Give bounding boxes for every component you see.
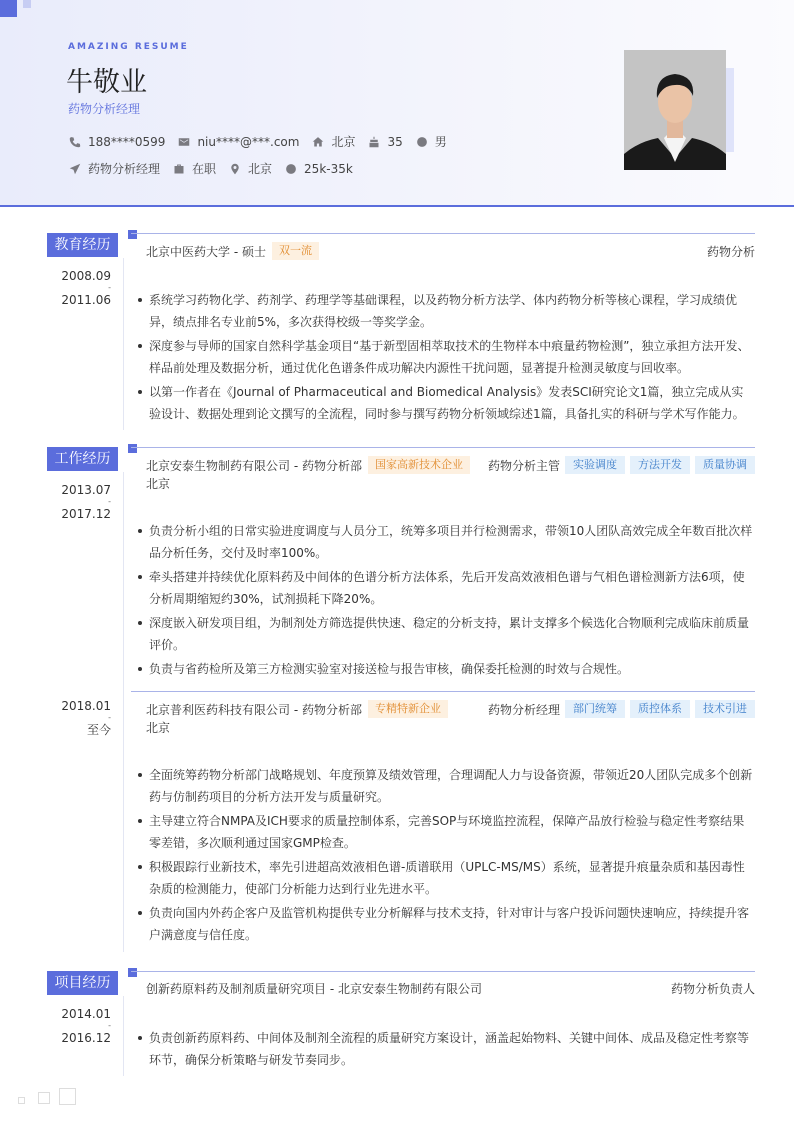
briefcase-icon: [172, 162, 186, 176]
education-entry-header: [146, 242, 755, 260]
section-line: [131, 233, 755, 234]
section-line: [131, 447, 755, 448]
project-end-date: 2016.12: [61, 1031, 111, 1045]
work2-bullets: [137, 764, 755, 948]
school-name: 北京中医药大学 - 硕士: [146, 244, 266, 259]
location-pin-icon: [228, 162, 242, 176]
list-item: 深度参与导师的国家自然科学基金项目“基于新型固相萃取技术的生物样本中痕量药物检测”，独立承担方法开发、样品前处理及数据分析，通过优化色谱条件成功解决内源性干扰问题，显著提升检测灵敏度与回收率。: [137, 335, 755, 379]
age-item: [367, 135, 402, 149]
list-item: 负责分析小组的日常实验进度调度与人员分工，统筹多项目并行检测需求，带领10人团队高效完成全年数百批次样品分析任务，交付及时率100%。: [137, 520, 755, 564]
decor-square: [18, 1097, 25, 1104]
work-dates-1: 2013.07 - 2017.12: [47, 478, 111, 526]
work2-start-date: 2018.01: [61, 699, 111, 713]
job-title: 药物分析经理: [487, 702, 560, 717]
section-marker: [128, 968, 137, 977]
send-icon: [68, 162, 82, 176]
header-divider: [0, 205, 794, 207]
work1-start-date: 2013.07: [61, 483, 111, 497]
profile-photo: [624, 50, 726, 170]
projects-section-title: 项目经历: [47, 971, 118, 995]
profile-portrait-icon: [624, 50, 726, 170]
decor-square: [0, 0, 17, 17]
list-item: 主导建立符合NMPA及ICH要求的质量控制体系，完善SOP与环境监控流程，保障产品放行检验与稳定性考察结果零差错，多次顺利通过国家GMP检查。: [137, 810, 755, 854]
work-section-title: 工作经历: [47, 447, 118, 471]
candidate-role: 药物分析经理: [68, 102, 141, 116]
phone-text: 188****0599: [88, 134, 166, 149]
project-entry-header: [146, 980, 755, 997]
project-bullets: [137, 1027, 755, 1073]
skill-tag: 质控体系: [630, 700, 690, 718]
project-name: 创新药原料药及制剂质量研究项目 - 北京安泰生物制药有限公司: [146, 982, 482, 996]
decor-square: [38, 1092, 50, 1104]
project-role: 药物分析负责人: [670, 982, 755, 996]
intent-role-item: [68, 160, 160, 177]
decor-square: [59, 1088, 76, 1105]
list-item: 负责创新药原料药、中间体及制剂全流程的质量研究方案设计，涵盖起始物料、关键中间体、成品及稳定性考察等环节，确保分析策略与研发节奏同步。: [137, 1027, 755, 1071]
skill-tag: 实验调度: [565, 456, 625, 474]
work1-entry-header: [146, 456, 755, 474]
project-start-date: 2014.01: [61, 1007, 111, 1021]
work2-end-date: 至今: [86, 723, 111, 737]
job-intent-row: [68, 160, 365, 177]
email-item: [177, 135, 299, 149]
project-dates: 2014.01 - 2016.12: [47, 1002, 111, 1050]
company-badge: 专精特新企业: [368, 700, 448, 718]
education-dates: 2008.09 - 2011.06: [47, 264, 111, 312]
section-marker: [128, 230, 137, 239]
list-item: 牵头搭建并持续优化原料药及中间体的色谱分析方法体系，先后开发高效液相色谱与气相色谱检测新方法6项，使分析周期缩短约30%，试剂损耗下降20%。: [137, 566, 755, 610]
section-line: [131, 971, 755, 972]
list-item: 积极跟踪行业新技术，率先引进超高效液相色谱-质谱联用（UPLC-MS/MS）系统，显著提升痕量杂质和基因毒性杂质的检测能力，使部门分析能力达到行业先进水平。: [137, 856, 755, 900]
candidate-name: 牛敬业: [66, 67, 147, 98]
mail-icon: [177, 135, 191, 149]
city-text: 北京: [331, 135, 356, 149]
company-name: 北京安泰生物制药有限公司 - 药物分析部: [146, 458, 362, 473]
list-item: 全面统筹药物分析部门战略规划、年度预算及绩效管理，合理调配人力与设备资源，带领近20人团队完成多个创新药与仿制药项目的分析方法开发与质量研究。: [137, 764, 755, 808]
gender-item: [415, 133, 447, 150]
school-badge: 双一流: [272, 242, 319, 260]
work1-end-date: 2017.12: [61, 507, 111, 521]
work2-location: 北京: [146, 721, 171, 735]
tagline: AMAZING RESUME: [68, 42, 189, 52]
work-dates-2: 2018.01 - 至今: [47, 694, 111, 742]
phone-item: [68, 135, 165, 149]
company-name: 北京普利医药科技有限公司 - 药物分析部: [146, 702, 362, 717]
phone-icon: [68, 135, 82, 149]
education-section-title: 教育经历: [47, 233, 118, 257]
edu-start-date: 2008.09: [61, 269, 111, 283]
gender-text: 男: [434, 135, 447, 149]
major: 药物分析: [706, 244, 755, 259]
entry-divider: [131, 691, 755, 692]
contact-row: [68, 133, 459, 150]
status-text: 在职: [192, 162, 217, 176]
email-text: niu****@***.com: [197, 134, 300, 149]
edu-end-date: 2011.06: [61, 293, 111, 307]
skill-tag: 质量协调: [695, 456, 755, 474]
timeline-line: [123, 472, 124, 952]
intent-role-text: 药物分析经理: [88, 162, 161, 176]
salary-text: 25k-35k: [304, 161, 353, 176]
timeline-line: [123, 996, 124, 1076]
work1-bullets: [137, 520, 755, 682]
timeline-line: [123, 258, 124, 430]
list-item: 系统学习药物化学、药剂学、药理学等基础课程，以及药物分析方法学、体内药物分析等核心课程，学习成绩优异，绩点排名专业前5%，多次获得校级一等奖学金。: [137, 289, 755, 333]
salary-icon: [284, 162, 298, 176]
education-bullets: [137, 289, 755, 427]
gender-icon: [415, 135, 429, 149]
intent-city-item: [228, 160, 272, 177]
work1-location: 北京: [146, 477, 171, 491]
decor-square-small: [23, 0, 31, 8]
job-title: 药物分析主管: [487, 458, 560, 473]
skill-tag: 方法开发: [630, 456, 690, 474]
skill-tag: 部门统筹: [565, 700, 625, 718]
age-text: 35: [387, 134, 403, 149]
home-icon: [311, 135, 325, 149]
section-marker: [128, 444, 137, 453]
list-item: 以第一作者在《Journal of Pharmaceutical and Biomedical Analysis》发表SCI研究论文1篇，独立完成从实验设计、数据处理到论文撰写的全流程，同时参与撰写药物分析领域综述1篇，具备扎实的科研与学术写作能力。: [137, 381, 755, 425]
intent-city-text: 北京: [248, 162, 273, 176]
company-badge: 国家高新技术企业: [368, 456, 470, 474]
list-item: 深度嵌入研发项目组，为制剂处方筛选提供快速、稳定的分析支持，累计支撑多个候选化合物顺利完成临床前质量评价。: [137, 612, 755, 656]
salary-item: [284, 162, 353, 176]
cake-icon: [367, 135, 381, 149]
work2-entry-header: [146, 700, 755, 718]
skill-tag: 技术引进: [695, 700, 755, 718]
city-item: [311, 133, 355, 150]
list-item: 负责与省药检所及第三方检测实验室对接送检与报告审核，确保委托检测的时效与合规性。: [137, 658, 755, 680]
list-item: 负责向国内外药企客户及监管机构提供专业分析解释与技术支持，针对审计与客户投诉问题快速响应，持续提升客户满意度与信任度。: [137, 902, 755, 946]
status-item: [172, 160, 216, 177]
